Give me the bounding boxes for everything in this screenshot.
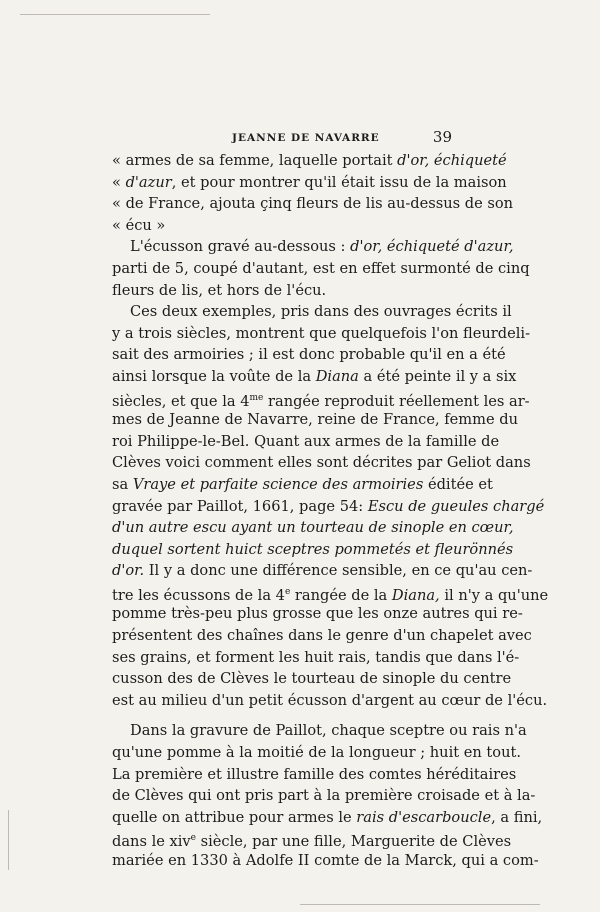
text-line: d'or. Il y a donc une différence sensible, en ce qu'au cen-: [112, 562, 533, 580]
text-line: cusson des de Clèves le tourteau de sinople du centre: [112, 670, 512, 688]
text-line: sait des armoiries ; il est donc probable qu'il en a été: [112, 346, 506, 364]
text-line: quelle on attribue pour armes le rais d'escarboucle, a fini,: [112, 808, 543, 826]
text-line: est au milieu d'un petit écusson d'argent au cœur de l'écu.: [112, 691, 548, 709]
text-line: « armes de sa femme, laquelle portait d'or, échiqueté: [112, 152, 507, 169]
text-line: ainsi lorsque la voûte de la Diana a été peinte il y a six: [112, 367, 517, 385]
text-line: ses grains, et forment les huit rais, tandis que dans l'é-: [112, 648, 520, 666]
text-line: dans le xiv$^e$ siècle, par une fille, Marguerite de Clèves: [112, 833, 512, 851]
text-line: mes de Jeanne de Navarre, reine de France, femme du: [112, 411, 518, 429]
text-line: sa Vraye et parfaite science des armoiries éditée et: [112, 475, 493, 493]
text-line: pomme très-peu plus grosse que les onze autres qui re-: [112, 605, 523, 623]
text-line: mariée en 1330 à Adolfe II comte de la Marck, qui a com-: [112, 852, 539, 869]
paragraph-gap: [112, 711, 452, 720]
text-line: y a trois siècles, montrent que quelquefois l'on fleurdeli-: [112, 324, 531, 342]
text-line: Dans la gravure de Paillot, chaque sceptre ou rais n'a: [130, 722, 527, 740]
text-line: siècles, et que la $4^{me}$ rangée reproduit réellement les ar-: [112, 392, 530, 410]
text-line: parti de 5, coupé d'autant, est en effet surmonté de cinq: [112, 259, 530, 277]
text-line: Ces deux exemples, pris dans des ouvrages écrits il: [130, 303, 512, 321]
text-line: « d'azur, et pour montrer qu'il était issu de la maison: [112, 173, 507, 191]
text-line: qu'une pomme à la moitié de la longueur ; huit en tout.: [112, 744, 521, 762]
text-line: présentent des chaînes dans le genre d'un chapelet avec: [112, 627, 532, 645]
text-line: de Clèves qui ont pris part à la première croisade et à la-: [112, 787, 536, 805]
text-line: fleurs de lis, et hors de l'écu.: [112, 281, 327, 299]
text-line: roi Philippe-le-Bel. Quant aux armes de la famille de: [112, 432, 500, 450]
page-number: 39: [432, 128, 452, 146]
text-line: L'écusson gravé au-dessous : d'or, échiqueté d'azur,: [130, 238, 514, 256]
text-line: La première et illustre famille des comtes héréditaires: [112, 765, 517, 783]
text-line: « écu »: [112, 216, 166, 234]
text-line: gravée par Paillot, 1661, page 54: Escu de gueules chargé: [112, 497, 545, 515]
text-line: tre les écussons de la 4e rangée de la Diana, il n'y a qu'une: [112, 586, 549, 604]
text-line: duquel sortent huict sceptres pommetés et fleurönnés: [112, 540, 514, 558]
text-line: d'un autre escu ayant un tourteau de sinople en cœur,: [112, 519, 514, 537]
scan-edge-mark-top: [20, 14, 210, 15]
scan-edge-mark-bottom: [300, 904, 540, 905]
text-line: Clèves voici comment elles sont décrites par Geliot dans: [112, 454, 531, 472]
page-body: [112, 150, 549, 872]
page-header: [112, 128, 452, 148]
text-line: « de France, ajouta çinq fleurs de lis au-dessus de son: [112, 195, 514, 213]
scan-edge-mark-left: [8, 810, 9, 870]
running-head: JEANNE DE NAVARRE: [232, 132, 380, 144]
